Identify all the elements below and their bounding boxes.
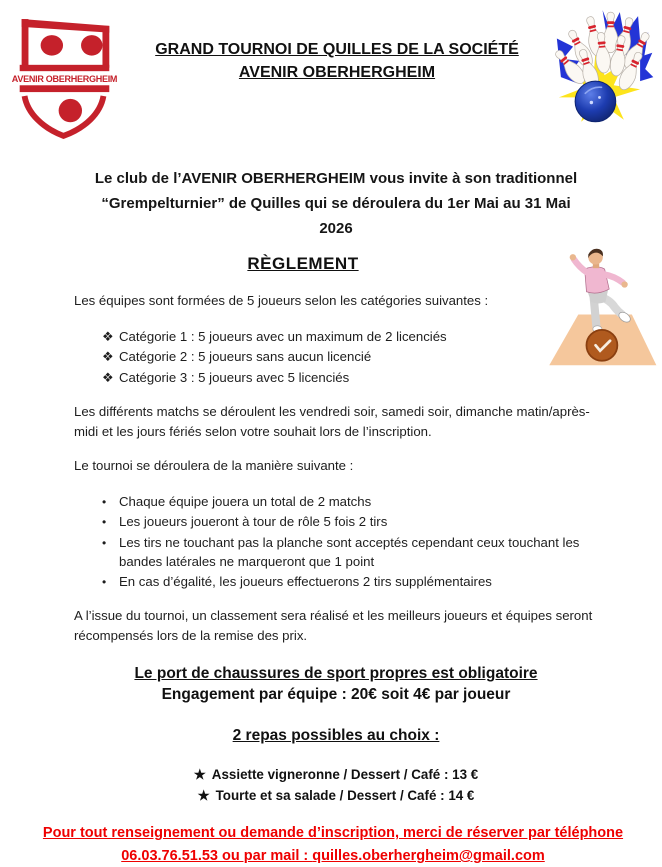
rule-text: Les joueurs joueront à tour de rôle 5 fois 2 tirs: [119, 514, 388, 529]
category-item: [102, 327, 532, 348]
rules-list: [74, 492, 598, 593]
meal-option: [74, 785, 598, 806]
category-list: [74, 327, 598, 389]
rule-item: [102, 572, 598, 593]
contact-separator: ou par mail :: [218, 848, 313, 864]
format-intro: Le tournoi se déroulera de la manière suivante :: [74, 458, 354, 473]
document-body: [42, 166, 624, 867]
teams-intro: Les équipes sont formées de 5 joueurs selon les catégories suivantes :: [74, 293, 489, 308]
club-crest-logo: [8, 6, 120, 148]
reglement-heading: RÈGLEMENT: [247, 254, 359, 273]
bowling-pins-icon: [546, 4, 654, 136]
title-line-1: GRAND TOURNOI DE QUILLES DE LA SOCIÉTÉ: [155, 41, 519, 58]
dot-bullet-icon: •: [102, 515, 107, 529]
rule-item: [102, 533, 598, 572]
meals-heading: 2 repas possibles au choix :: [232, 727, 440, 744]
rule-text: Les tirs ne touchant pas la planche sont acceptés cependant ceux touchant les bandes latérales ne marqueront que 1 point: [119, 534, 580, 569]
meal-options-list: [74, 764, 598, 806]
dot-bullet-icon: •: [102, 494, 107, 509]
prizes-paragraph: A l’issue du tournoi, un classement sera réalisé et les meilleurs joueurs et équipes seront récompensés lors de la remise des prix.: [74, 608, 593, 643]
page-title: [122, 38, 552, 84]
rule-item: [102, 512, 598, 533]
rule-text: En cas d’égalité, les joueurs effectuerons 2 tirs supplémentaires: [119, 573, 492, 589]
phone-number: 06.03.76.51.53: [121, 848, 218, 864]
diamond-bullet-icon: ❖: [102, 349, 114, 364]
contact-notice: [38, 822, 628, 867]
star-bullet-icon: ★: [197, 788, 210, 803]
rule-text: Chaque équipe jouera un total de 2 matchs: [119, 493, 372, 509]
rule-item: [102, 492, 598, 513]
shield-logo-icon: [8, 6, 120, 148]
logo-banner-text: AVENIR OBERHERGHEIM: [11, 73, 118, 84]
category-item: [102, 368, 532, 389]
entry-fee: Engagement par équipe : 20€ soit 4€ par joueur: [161, 686, 511, 703]
shoes-requirement: Le port de chaussures de sport propres est obligatoire: [134, 665, 538, 682]
star-bullet-icon: ★: [193, 767, 206, 782]
meal-text: Tourte et sa salade / Dessert / Café : 14 €: [215, 788, 475, 803]
diamond-bullet-icon: ❖: [102, 369, 114, 385]
dot-bullet-icon: •: [102, 574, 107, 589]
category-text: Catégorie 3 : 5 joueurs avec 5 licenciés: [119, 369, 350, 385]
email-link[interactable]: quilles.oberhergheim@gmail.com: [312, 848, 545, 864]
dot-bullet-icon: •: [102, 535, 107, 550]
contact-line-1: Pour tout renseignement ou demande d’inscription, merci de réserver par téléphone: [42, 825, 624, 841]
bowler-clipart: [542, 243, 660, 375]
bowler-icon: [542, 243, 660, 375]
invitation-paragraph: Le club de l’AVENIR OBERHERGHEIM vous invite à son traditionnel “Grempelturnier” de Quilles qui se déroulera du 1er Mai au 31 Mai 2026: [94, 170, 578, 237]
category-text: Catégorie 1 : 5 joueurs avec un maximum de 2 licenciés: [119, 328, 447, 344]
schedule-paragraph: Les différents matchs se déroulent les vendredi soir, samedi soir, dimanche matin/après-midi et les jours fériés selon votre souhait lors de l’inscription.: [74, 404, 590, 439]
diamond-bullet-icon: ❖: [102, 328, 114, 344]
category-text: Catégorie 2 : 5 joueurs sans aucun licencié: [119, 349, 372, 364]
category-item: [102, 347, 532, 368]
meal-option: [74, 764, 598, 785]
meal-text: Assiette vigneronne / Dessert / Café : 13 €: [211, 767, 479, 782]
title-line-2: AVENIR OBERHERGHEIM: [238, 64, 436, 81]
bowling-pins-clipart: [546, 4, 654, 136]
